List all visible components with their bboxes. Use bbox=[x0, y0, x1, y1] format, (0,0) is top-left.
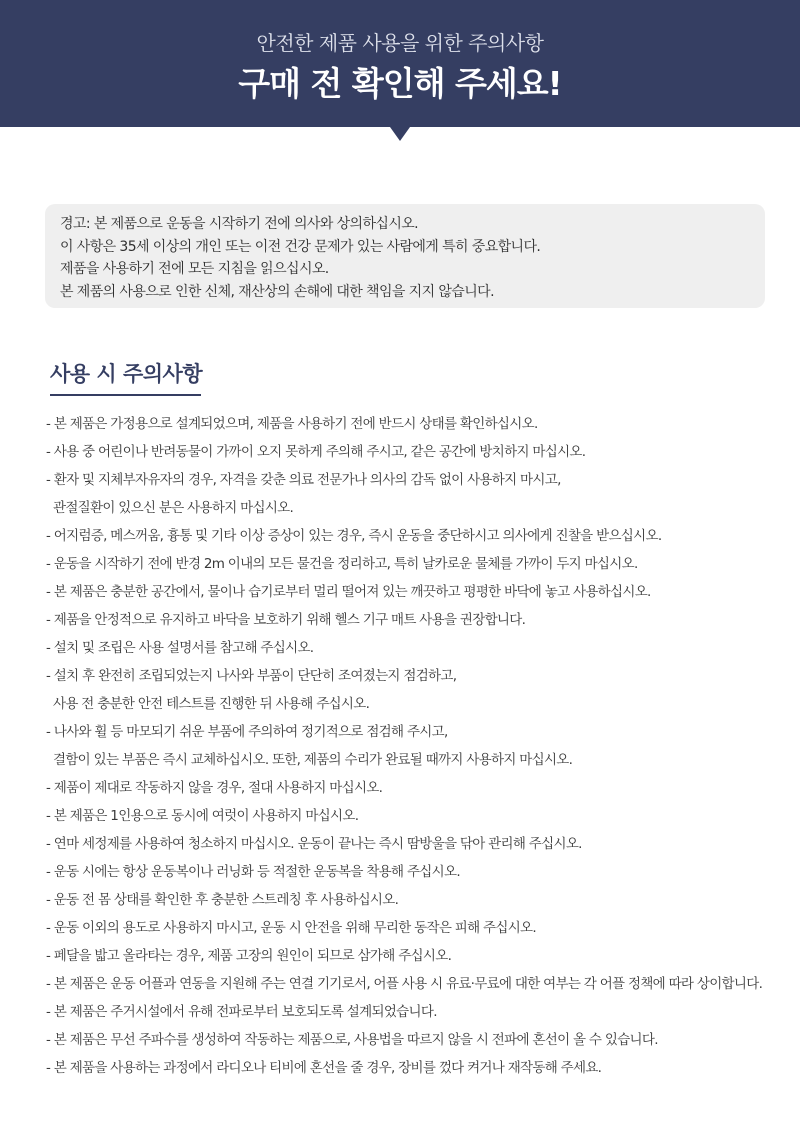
warning-line: 경고: 본 제품으로 운동을 시작하기 전에 의사와 상의하십시오. bbox=[60, 216, 419, 232]
caution-item: - 제품을 안정적으로 유지하고 바닥을 보호하기 위해 헬스 기구 매트 사용을 권장합니다. bbox=[46, 612, 526, 628]
caution-item: - 운동을 시작하기 전에 반경 2m 이내의 모든 물건을 정리하고, 특히 날카로운 물체를 가까이 두지 마십시오. bbox=[46, 556, 638, 572]
caution-item: - 운동 시에는 항상 운동복이나 러닝화 등 적절한 운동복을 착용해 주십시오. bbox=[46, 864, 460, 880]
warning-line: 이 사항은 35세 이상의 개인 또는 이전 건강 문제가 있는 사람에게 특히 중요합니다. bbox=[60, 238, 541, 255]
warning-line: 제품을 사용하기 전에 모든 지침을 읽으십시오. bbox=[60, 261, 329, 277]
caution-item-continuation: 관절질환이 있으신 분은 사용하지 마십시오. bbox=[53, 500, 294, 516]
header-banner bbox=[0, 0, 800, 127]
caution-item: - 나사와 휠 등 마모되기 쉬운 부품에 주의하여 정기적으로 점검해 주시고, bbox=[46, 724, 448, 740]
caution-item: - 본 제품은 1인용으로 동시에 여럿이 사용하지 마십시오. bbox=[46, 808, 359, 824]
caution-item: - 페달을 밟고 올라타는 경우, 제품 고장의 원인이 되므로 삼가해 주십시오. bbox=[46, 948, 452, 964]
caution-item-continuation: 사용 전 충분한 안전 테스트를 진행한 뒤 사용해 주십시오. bbox=[53, 696, 370, 712]
down-arrow-icon bbox=[390, 127, 410, 141]
caution-item: - 사용 중 어린이나 반려동물이 가까이 오지 못하게 주의해 주시고, 같은 공간에 방치하지 마십시오. bbox=[46, 444, 586, 460]
caution-item: - 설치 후 완전히 조립되었는지 나사와 부품이 단단히 조여졌는지 점검하고, bbox=[46, 668, 457, 684]
section-title-underline bbox=[50, 394, 201, 396]
caution-item: - 본 제품은 가정용으로 설계되었으며, 제품을 사용하기 전에 반드시 상태를 확인하십시오. bbox=[46, 416, 538, 432]
section-title: 사용 시 주의사항 bbox=[50, 362, 203, 386]
caution-item: - 어지럼증, 메스꺼움, 흉통 및 기타 이상 증상이 있는 경우, 즉시 운동을 중단하시고 의사에게 진찰을 받으십시오. bbox=[46, 528, 662, 544]
caution-list bbox=[46, 410, 786, 1082]
warning-box bbox=[45, 204, 765, 308]
caution-item: - 운동 전 몸 상태를 확인한 후 충분한 스트레칭 후 사용하십시오. bbox=[46, 892, 399, 908]
caution-item-continuation: 결함이 있는 부품은 즉시 교체하십시오. 또한, 제품의 수리가 완료될 때까지 사용하지 마십시오. bbox=[53, 752, 573, 768]
caution-item: - 본 제품을 사용하는 과정에서 라디오나 티비에 혼선을 줄 경우, 장비를 껐다 켜거나 재작동해 주세요. bbox=[46, 1060, 602, 1076]
caution-item: - 본 제품은 충분한 공간에서, 물이나 습기로부터 멀리 떨어져 있는 깨끗하고 평평한 바닥에 놓고 사용하십시오. bbox=[46, 584, 651, 600]
header-title: 구매 전 확인해 주세요! bbox=[238, 64, 562, 103]
caution-item: - 본 제품은 무선 주파수를 생성하여 작동하는 제품으로, 사용법을 따르지 않을 시 전파에 혼선이 올 수 있습니다. bbox=[46, 1032, 658, 1048]
caution-item: - 환자 및 지체부자유자의 경우, 자격을 갖춘 의료 전문가나 의사의 감독 없이 사용하지 마시고, bbox=[46, 472, 561, 488]
warning-line: 본 제품의 사용으로 인한 신체, 재산상의 손해에 대한 책임을 지지 않습니다. bbox=[60, 283, 494, 300]
caution-item: - 제품이 제대로 작동하지 않을 경우, 절대 사용하지 마십시오. bbox=[46, 780, 383, 796]
caution-item: - 본 제품은 운동 어플과 연동을 지원해 주는 연결 기기로서, 어플 사용 시 유료·무료에 대한 여부는 각 어플 정책에 따라 상이합니다. bbox=[46, 976, 763, 992]
header-subtitle: 안전한 제품 사용을 위한 주의사항 bbox=[256, 31, 544, 55]
caution-item: - 본 제품은 주거시설에서 유해 전파로부터 보호되도록 설계되었습니다. bbox=[46, 1004, 437, 1020]
caution-item: - 설치 및 조립은 사용 설명서를 참고해 주십시오. bbox=[46, 640, 314, 656]
caution-item: - 연마 세정제를 사용하여 청소하지 마십시오. 운동이 끝나는 즉시 땀방울을 닦아 관리해 주십시오. bbox=[46, 836, 582, 852]
caution-item: - 운동 이외의 용도로 사용하지 마시고, 운동 시 안전을 위해 무리한 동작은 피해 주십시오. bbox=[46, 920, 536, 936]
